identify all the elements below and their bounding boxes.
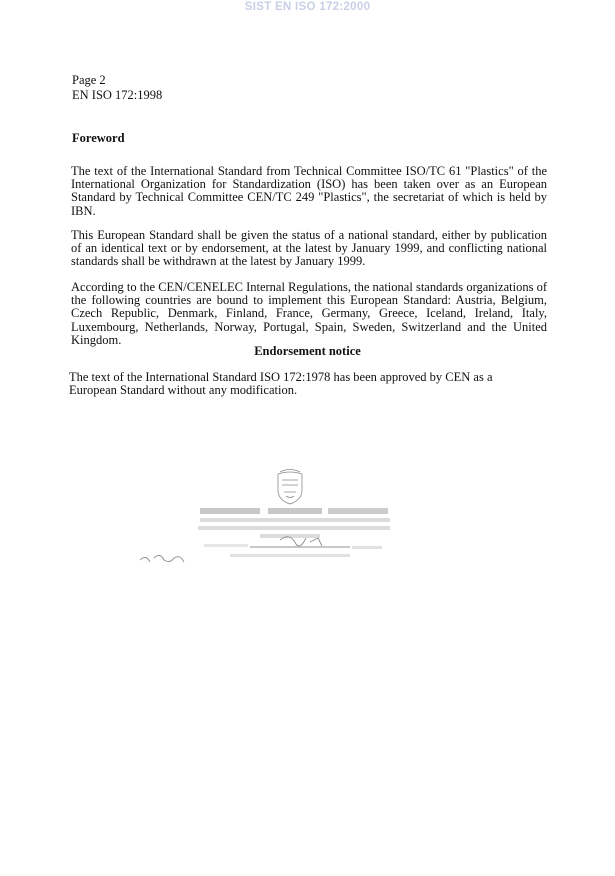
endorsement-text: The text of the International Standard ISO 172:1978 has been approved by CEN as a European Standard without any modification. bbox=[69, 370, 493, 398]
foreword-paragraph-3: According to the CEN/CENELEC Internal Regulations, the national standards organizations of the following countries are bound to implement this European Standard: Austria, Belgium, Czech Republic, Denmark, Finland, France, Germany, Greece, Iceland, Ireland, Italy, Luxembourg, Netherlands, Norway, Portugal, Spain, Sweden, Switzerland and the United Kingdom. bbox=[71, 280, 547, 347]
page-number: Page 2 bbox=[72, 73, 106, 87]
endorsement-heading: Endorsement notice bbox=[254, 344, 361, 358]
official-stamp-image bbox=[140, 468, 400, 588]
standard-reference: EN ISO 172:1998 bbox=[72, 88, 163, 102]
signature-icon bbox=[140, 537, 322, 562]
foreword-heading: Foreword bbox=[72, 131, 125, 145]
watermark: SIST EN ISO 172:2000 bbox=[244, 1, 371, 13]
foreword-paragraph-1: The text of the International Standard from Technical Committee ISO/TC 61 "Plastics" of the International Organization for Standardization (ISO) has been taken over as an European Standard by Technical Committee CEN/TC 249 "Plastics", the secretariat of which is held by IBN. bbox=[71, 164, 547, 218]
foreword-paragraph-2: This European Standard shall be given the status of a national standard, either by publication of an identical text or by endorsement, at the latest by January 1999, and conflicting national standards shall be withdrawn at the latest by January 1999. bbox=[71, 228, 547, 269]
coat-of-arms-icon bbox=[278, 470, 302, 505]
